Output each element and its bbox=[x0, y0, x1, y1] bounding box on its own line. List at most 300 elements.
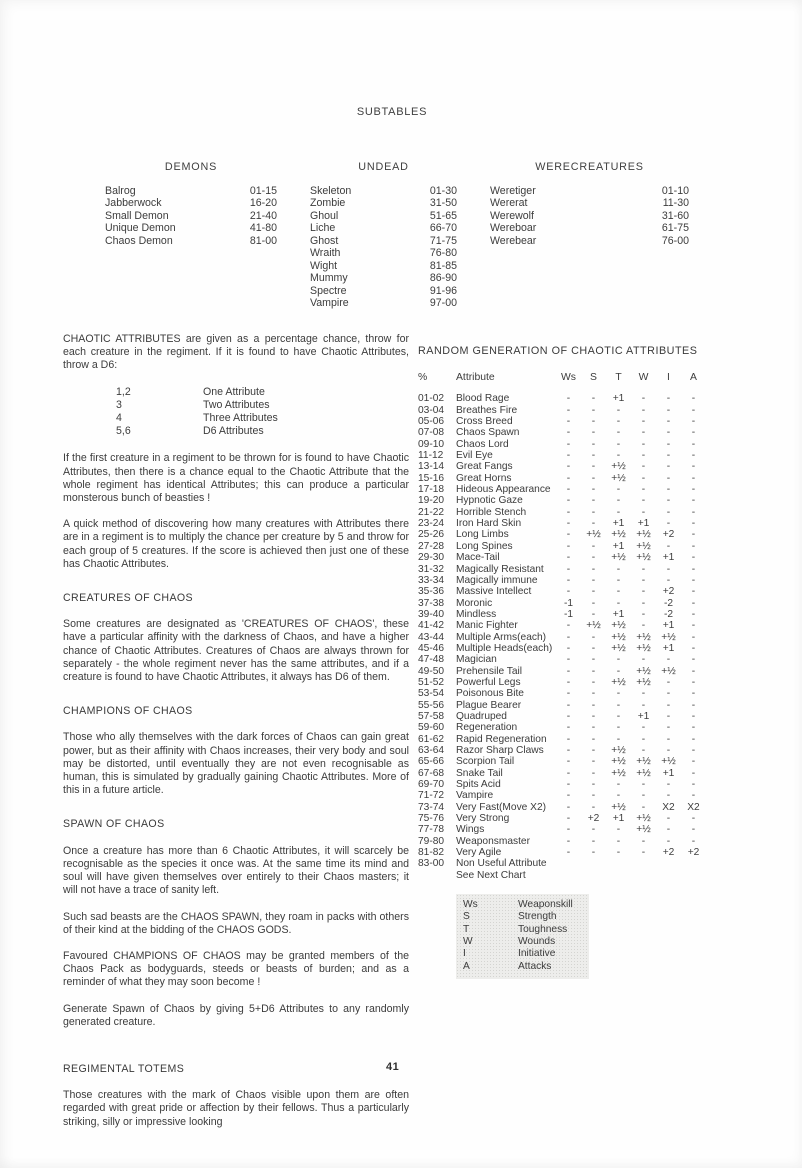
attribute-row bbox=[418, 598, 750, 609]
attribute-name: Horrible Stench bbox=[456, 506, 527, 518]
attribute-name: Spits Acid bbox=[456, 779, 501, 791]
stat-modifier: - bbox=[691, 540, 696, 552]
stat-modifier: - bbox=[616, 835, 621, 847]
stat-modifier: +½ bbox=[636, 756, 651, 768]
stat-modifier: - bbox=[691, 495, 696, 507]
stat-modifier: -2 bbox=[663, 597, 674, 609]
attribute-name: Great Horns bbox=[456, 472, 512, 484]
dice-range: 73-74 bbox=[418, 801, 445, 813]
stat-modifier: - bbox=[616, 416, 621, 428]
stat-modifier: - bbox=[566, 824, 571, 836]
stat-modifier: - bbox=[591, 790, 596, 802]
stat-modifier: - bbox=[616, 495, 621, 507]
attribute-name: Non Useful Attribute bbox=[456, 858, 547, 870]
stat-modifier: - bbox=[691, 631, 696, 643]
stat-modifier: - bbox=[691, 393, 696, 405]
stat-modifier: +½ bbox=[611, 642, 626, 654]
dice-roll: 4 bbox=[116, 412, 122, 425]
attribute-row bbox=[418, 779, 750, 790]
stat-modifier: - bbox=[616, 722, 621, 734]
attribute-name: Multiple Arms(each) bbox=[456, 631, 547, 643]
attribute-row bbox=[418, 768, 750, 779]
attribute-name: Long Spines bbox=[456, 540, 513, 552]
stat-modifier: - bbox=[591, 506, 596, 518]
stat-modifier: - bbox=[691, 654, 696, 666]
section-heading: CREATURES OF CHAOS bbox=[63, 592, 194, 605]
stat-modifier: - bbox=[566, 404, 571, 416]
stat-abbreviation: S bbox=[463, 911, 470, 923]
dice-range: 01-30 bbox=[429, 184, 457, 197]
attribute-row bbox=[418, 552, 750, 563]
stat-abbreviation: W bbox=[463, 936, 473, 948]
attribute-row bbox=[418, 745, 750, 756]
attribute-row bbox=[418, 439, 750, 450]
dice-range: 27-28 bbox=[418, 540, 445, 552]
dice-range: 76-00 bbox=[661, 234, 689, 247]
dice-range: 21-40 bbox=[249, 209, 277, 222]
stat-modifier: - bbox=[616, 450, 621, 462]
stat-modifier: - bbox=[641, 688, 646, 700]
stat-modifier: - bbox=[666, 824, 671, 836]
stat-modifier: - bbox=[616, 790, 621, 802]
table-row bbox=[63, 425, 409, 438]
stat-modifier: - bbox=[641, 597, 646, 609]
stat-modifier: +½ bbox=[611, 552, 626, 564]
dice-range: 91-96 bbox=[429, 284, 457, 297]
dice-range: 61-75 bbox=[661, 222, 689, 234]
stat-modifier: +½ bbox=[636, 642, 651, 654]
dice-range: 41-80 bbox=[249, 222, 277, 234]
stat-modifier: - bbox=[616, 506, 621, 518]
stat-modifier: - bbox=[566, 484, 571, 496]
stat-modifier: -2 bbox=[663, 608, 674, 620]
table-row bbox=[310, 222, 457, 235]
stat-modifier: - bbox=[591, 404, 596, 416]
attribute-row bbox=[418, 575, 750, 586]
attribute-name: Powerful Legs bbox=[456, 676, 521, 688]
stat-modifier: - bbox=[566, 722, 571, 734]
stat-modifier: - bbox=[566, 688, 571, 700]
stat-modifier: - bbox=[691, 824, 696, 836]
attribute-row bbox=[418, 654, 750, 665]
attribute-row bbox=[418, 495, 750, 506]
dice-range: 53-54 bbox=[418, 688, 445, 700]
stat-name: Wounds bbox=[518, 936, 556, 948]
intro-continuation bbox=[63, 452, 409, 571]
stat-modifier: - bbox=[691, 438, 696, 450]
dice-range: 05-06 bbox=[418, 416, 445, 428]
stat-modifier: - bbox=[691, 835, 696, 847]
attribute-row bbox=[418, 700, 750, 711]
subtable-undead bbox=[310, 161, 457, 310]
stat-modifier: - bbox=[591, 608, 596, 620]
stat-modifier: - bbox=[641, 574, 646, 586]
stat-modifier: - bbox=[566, 745, 571, 756]
attribute-name: Chaos Lord bbox=[456, 438, 509, 450]
stat-modifier: - bbox=[666, 813, 671, 825]
stat-modifier: - bbox=[591, 733, 596, 745]
dice-roll: 3 bbox=[116, 398, 122, 411]
stat-modifier: +½ bbox=[586, 529, 601, 541]
stat-modifier: - bbox=[641, 835, 646, 847]
stat-modifier: - bbox=[591, 518, 596, 530]
stat-modifier: +½ bbox=[611, 529, 626, 541]
stat-modifier: - bbox=[566, 642, 571, 654]
stat-modifier: - bbox=[591, 847, 596, 859]
stat-modifier: +½ bbox=[661, 631, 676, 643]
creature-name: Wraith bbox=[310, 247, 341, 259]
dice-range: 17-18 bbox=[418, 484, 445, 496]
stat-modifier: +1 bbox=[612, 540, 625, 552]
attribute-row bbox=[418, 813, 750, 824]
article-left-column bbox=[63, 333, 409, 1142]
stat-modifier: - bbox=[566, 835, 571, 847]
table-row bbox=[490, 235, 689, 248]
dice-roll: 5,6 bbox=[116, 425, 131, 438]
attribute-row bbox=[418, 802, 750, 813]
creature-name: Ghost bbox=[310, 234, 339, 247]
stat-modifier: - bbox=[691, 767, 696, 779]
stat-modifier: - bbox=[566, 529, 571, 541]
stat-modifier: - bbox=[641, 404, 646, 416]
dice-result: D6 Attributes bbox=[203, 425, 264, 438]
column-header: W bbox=[638, 372, 649, 383]
stat-modifier: - bbox=[666, 574, 671, 586]
stat-modifier: +1 bbox=[662, 620, 675, 632]
stat-name: Attacks bbox=[518, 960, 552, 972]
stat-modifier: - bbox=[691, 472, 696, 484]
stat-modifier: - bbox=[591, 586, 596, 598]
stat-modifier: - bbox=[566, 620, 571, 632]
stat-modifier: - bbox=[666, 495, 671, 507]
stat-modifier: - bbox=[691, 642, 696, 654]
stat-modifier: - bbox=[666, 733, 671, 745]
stat-modifier: - bbox=[591, 710, 596, 722]
stat-modifier: +½ bbox=[611, 461, 626, 473]
dice-range: 23-24 bbox=[418, 518, 445, 530]
dice-range: 55-56 bbox=[418, 699, 445, 711]
attribute-row bbox=[418, 643, 750, 654]
stat-modifier: - bbox=[566, 710, 571, 722]
column-header: % bbox=[418, 372, 428, 383]
stat-modifier: - bbox=[666, 438, 671, 450]
stat-modifier: - bbox=[566, 756, 571, 768]
column-header: Ws bbox=[560, 372, 576, 383]
paragraph: Some creatures are designated as 'CREATURES OF CHAOS', these have a particular affinity with the darkness of Chaos, and have a higher chance of Chaotic Attributes. Creatures of Chaos are always thrown for separately - the whole regiment never has the same attributes, and if a creature is found to have Chaotic Attributes, it always has D6 of them. bbox=[63, 618, 409, 684]
stat-modifier: +1 bbox=[612, 518, 625, 530]
attribute-row bbox=[418, 393, 750, 404]
dice-range: 11-30 bbox=[662, 197, 689, 209]
creature-name: Skeleton bbox=[310, 184, 352, 197]
dice-range: 07-08 bbox=[418, 427, 445, 439]
stat-modifier: - bbox=[616, 563, 621, 575]
stat-modifier: - bbox=[691, 665, 696, 677]
stat-modifier: - bbox=[641, 393, 646, 405]
table-row bbox=[310, 272, 457, 285]
stat-modifier: +½ bbox=[611, 745, 626, 756]
stat-modifier: - bbox=[616, 688, 621, 700]
stat-modifier: - bbox=[616, 699, 621, 711]
table-row bbox=[490, 210, 689, 223]
stat-modifier: - bbox=[641, 722, 646, 734]
stat-modifier: - bbox=[566, 472, 571, 484]
stat-modifier: - bbox=[691, 506, 696, 518]
dice-range: 41-42 bbox=[418, 620, 445, 632]
attribute-name: Quadruped bbox=[456, 710, 507, 722]
attribute-row bbox=[418, 847, 750, 858]
dice-range: 81-82 bbox=[418, 847, 445, 859]
article-sections bbox=[63, 592, 409, 1129]
stat-modifier: - bbox=[591, 699, 596, 711]
attribute-row bbox=[418, 836, 750, 847]
dice-range: 57-58 bbox=[418, 710, 445, 722]
attributes-table-body bbox=[418, 393, 750, 881]
stat-modifier: - bbox=[691, 756, 696, 768]
stat-modifier: - bbox=[666, 563, 671, 575]
stat-modifier: - bbox=[566, 506, 571, 518]
stat-modifier: - bbox=[691, 563, 696, 575]
stat-modifier: +½ bbox=[636, 767, 651, 779]
stat-modifier: -1 bbox=[563, 597, 574, 609]
stat-modifier: - bbox=[591, 665, 596, 677]
dice-range: 81-00 bbox=[249, 234, 277, 247]
stat-modifier: -1 bbox=[563, 608, 574, 620]
stat-modifier: - bbox=[641, 563, 646, 575]
attribute-name: Hideous Appearance bbox=[456, 484, 551, 496]
stat-modifier: +½ bbox=[611, 631, 626, 643]
attribute-row bbox=[418, 405, 750, 416]
section-spawn-of-chaos bbox=[63, 818, 409, 1028]
creature-name: Small Demon bbox=[105, 209, 169, 222]
stat-modifier: +2 bbox=[662, 847, 675, 859]
stat-modifier: - bbox=[666, 710, 671, 722]
attribute-name: Multiple Heads(each) bbox=[456, 642, 553, 654]
dice-range: 13-14 bbox=[418, 461, 445, 473]
stat-modifier: - bbox=[691, 450, 696, 462]
attribute-row bbox=[418, 666, 750, 677]
attribute-name: Plague Bearer bbox=[456, 699, 522, 711]
stat-modifier: - bbox=[591, 745, 596, 756]
stat-modifier: - bbox=[691, 688, 696, 700]
stat-modifier: +1 bbox=[637, 710, 650, 722]
creature-name: Vampire bbox=[310, 297, 349, 309]
stat-modifier: - bbox=[666, 472, 671, 484]
dice-range: 43-44 bbox=[418, 631, 445, 643]
stat-modifier: +½ bbox=[636, 529, 651, 541]
dice-range: 67-68 bbox=[418, 767, 445, 779]
stat-modifier: - bbox=[591, 642, 596, 654]
stat-modifier: - bbox=[591, 631, 596, 643]
attribute-row bbox=[418, 564, 750, 575]
stat-modifier: - bbox=[691, 574, 696, 586]
stat-modifier: - bbox=[566, 847, 571, 859]
stat-modifier: - bbox=[691, 733, 696, 745]
stat-modifier: - bbox=[591, 427, 596, 439]
attribute-row bbox=[418, 620, 750, 631]
dice-range: 69-70 bbox=[418, 779, 445, 791]
stat-abbreviation: Ws bbox=[463, 899, 478, 911]
attribute-name: Breathes Fire bbox=[456, 404, 518, 416]
stat-modifier: - bbox=[591, 676, 596, 688]
stat-modifier: - bbox=[566, 552, 571, 564]
stat-modifier: - bbox=[691, 790, 696, 802]
table-row bbox=[105, 210, 277, 223]
stat-modifier: - bbox=[566, 586, 571, 598]
dice-range: 33-34 bbox=[418, 574, 445, 586]
stat-modifier: - bbox=[616, 438, 621, 450]
section-heading: CHAMPIONS OF CHAOS bbox=[63, 705, 193, 718]
attribute-row bbox=[418, 586, 750, 597]
creature-name: Wight bbox=[310, 259, 338, 272]
attribute-row bbox=[418, 756, 750, 767]
stat-modifier: +2 bbox=[662, 529, 675, 541]
stat-modifier: - bbox=[591, 552, 596, 564]
stat-modifier: - bbox=[691, 597, 696, 609]
stat-modifier: +1 bbox=[662, 767, 675, 779]
stat-modifier: - bbox=[566, 495, 571, 507]
stat-modifier: - bbox=[691, 745, 696, 756]
paragraph: Once a creature has more than 6 Chaotic Attributes, it will scarcely be recognisable as the species it once was. At the same time its mind and soul will have given themselves over entirely to their Chaos masters; it will not have a trace of sanity left. bbox=[63, 844, 409, 897]
stat-modifier: - bbox=[641, 461, 646, 473]
stat-modifier: - bbox=[641, 484, 646, 496]
stat-modifier: - bbox=[641, 779, 646, 791]
dice-range: 25-26 bbox=[418, 529, 445, 541]
subtable-demons bbox=[105, 161, 277, 247]
attribute-name: Regeneration bbox=[456, 722, 518, 734]
dice-range: 03-04 bbox=[418, 404, 445, 416]
table-row bbox=[310, 210, 457, 223]
stat-modifier: - bbox=[616, 597, 621, 609]
legend-row bbox=[463, 961, 589, 973]
stat-modifier: +½ bbox=[661, 756, 676, 768]
stat-modifier: - bbox=[641, 472, 646, 484]
stat-modifier: - bbox=[666, 461, 671, 473]
stat-modifier: - bbox=[666, 745, 671, 756]
legend-row bbox=[463, 899, 589, 911]
paragraph: Generate Spawn of Chaos by giving 5+D6 Attributes to any randomly generated creature. bbox=[63, 1002, 409, 1028]
section-champions-of-chaos bbox=[63, 705, 409, 797]
attribute-name: Chaos Spawn bbox=[456, 427, 520, 439]
subtable-title: UNDEAD bbox=[358, 161, 409, 173]
dice-range: 31-60 bbox=[661, 209, 689, 222]
stat-modifier: +1 bbox=[662, 642, 675, 654]
dice-range: 61-62 bbox=[418, 733, 445, 745]
stat-modifier: - bbox=[591, 450, 596, 462]
table-row bbox=[490, 197, 689, 210]
stat-modifier: - bbox=[616, 574, 621, 586]
creature-name: Mummy bbox=[310, 272, 348, 284]
stat-modifier: - bbox=[591, 472, 596, 484]
stat-modifier: - bbox=[691, 608, 696, 620]
attribute-row bbox=[418, 450, 750, 461]
attribute-name: Massive Intellect bbox=[456, 586, 532, 598]
attribute-name: Weaponsmaster bbox=[456, 835, 530, 847]
dice-range: 81-85 bbox=[429, 259, 457, 272]
stat-modifier: +½ bbox=[636, 552, 651, 564]
stat-modifier: - bbox=[666, 722, 671, 734]
dice-range: 35-36 bbox=[418, 586, 445, 598]
table-row bbox=[310, 247, 457, 260]
stat-modifier: - bbox=[666, 540, 671, 552]
section-heading: SPAWN OF CHAOS bbox=[63, 818, 165, 831]
dice-range: 47-48 bbox=[418, 654, 445, 666]
creature-name: Werewolf bbox=[490, 209, 534, 222]
paragraph: Those who ally themselves with the dark forces of Chaos can gain great power, but as their affinity with Chaos increases, their very body and soul may be distorted, until eventually they are not even recognisable as human, this is simulated by gradually gaining Chaotic Attributes. More of this in a future article. bbox=[63, 731, 409, 797]
stat-modifier: +½ bbox=[661, 665, 676, 677]
paragraph: If the first creature in a regiment to be thrown for is found to have Chaotic Attributes, then there is a chance equal to the Chaotic Attribute that the whole regiment has identical Attributes; this can produce a particular monsterous bunch of beasties ! bbox=[63, 452, 409, 505]
stat-modifier: +2 bbox=[662, 586, 675, 598]
dice-range: 65-66 bbox=[418, 756, 445, 768]
stat-modifier: - bbox=[641, 416, 646, 428]
stat-modifier: - bbox=[566, 813, 571, 825]
stat-modifier: +1 bbox=[612, 608, 625, 620]
attribute-row bbox=[418, 427, 750, 438]
stat-modifier: - bbox=[591, 416, 596, 428]
stat-modifier: - bbox=[691, 404, 696, 416]
stat-modifier: - bbox=[566, 779, 571, 791]
stat-modifier: - bbox=[591, 722, 596, 734]
table-row bbox=[310, 285, 457, 298]
section-creatures-of-chaos bbox=[63, 592, 409, 684]
stat-modifier: +½ bbox=[611, 676, 626, 688]
stat-modifier: +½ bbox=[636, 540, 651, 552]
paragraph: Favoured CHAMPIONS OF CHAOS may be granted members of the Chaos Pack as bodyguards, steeds or beasts of burden; and as a reminder of what they may soon become ! bbox=[63, 949, 409, 989]
stat-modifier: - bbox=[591, 756, 596, 768]
subtable-werecreatures bbox=[490, 161, 689, 247]
dice-range: 21-22 bbox=[418, 506, 445, 518]
table-row bbox=[105, 222, 277, 235]
stat-modifier: - bbox=[641, 699, 646, 711]
stat-modifier: +½ bbox=[611, 756, 626, 768]
stat-modifier: - bbox=[691, 699, 696, 711]
stat-modifier: - bbox=[691, 586, 696, 598]
attribute-row bbox=[418, 734, 750, 745]
stat-modifier: - bbox=[566, 631, 571, 643]
stat-modifier: - bbox=[666, 688, 671, 700]
dice-range: 76-80 bbox=[429, 247, 457, 259]
stat-modifier: - bbox=[666, 506, 671, 518]
attribute-name: Scorpion Tail bbox=[456, 756, 515, 768]
column-header: I bbox=[667, 372, 670, 383]
stat-modifier: - bbox=[616, 824, 621, 836]
stat-modifier: +½ bbox=[636, 665, 651, 677]
dice-range: 77-78 bbox=[418, 824, 445, 836]
attribute-name: Great Fangs bbox=[456, 461, 513, 473]
attribute-name: Wings bbox=[456, 824, 485, 836]
stat-abbreviation: A bbox=[463, 960, 470, 972]
paragraph: Those creatures with the mark of Chaos visible upon them are often regarded with great pride or affection by their fellows. Thus a particularly striking, silly or impressive looking bbox=[63, 1089, 409, 1128]
attribute-name: Hypnotic Gaze bbox=[456, 495, 523, 507]
stat-modifier: +1 bbox=[662, 552, 675, 564]
stat-name: Initiative bbox=[518, 948, 556, 960]
attribute-name: Iron Hard Skin bbox=[456, 518, 522, 530]
stat-abbreviation: I bbox=[463, 948, 466, 960]
dice-range: 39-40 bbox=[418, 608, 445, 620]
dice-range: 79-80 bbox=[418, 835, 445, 847]
attribute-name: Mace-Tail bbox=[456, 552, 500, 564]
attribute-name: Magically Resistant bbox=[456, 563, 544, 575]
stat-modifier: - bbox=[641, 506, 646, 518]
stat-modifier: - bbox=[566, 450, 571, 462]
subtable-title: DEMONS bbox=[164, 161, 218, 173]
intro-paragraph: CHAOTIC ATTRIBUTES are given as a percentage chance, throw for each creature in the regiment. If it is found to have Chaotic Attributes, throw a D6: bbox=[63, 333, 409, 372]
stat-modifier: - bbox=[666, 654, 671, 666]
stat-modifier: - bbox=[616, 665, 621, 677]
stat-modifier: - bbox=[666, 779, 671, 791]
stat-modifier: - bbox=[566, 540, 571, 552]
dice-range: 51-52 bbox=[418, 676, 445, 688]
stat-modifier: - bbox=[591, 563, 596, 575]
